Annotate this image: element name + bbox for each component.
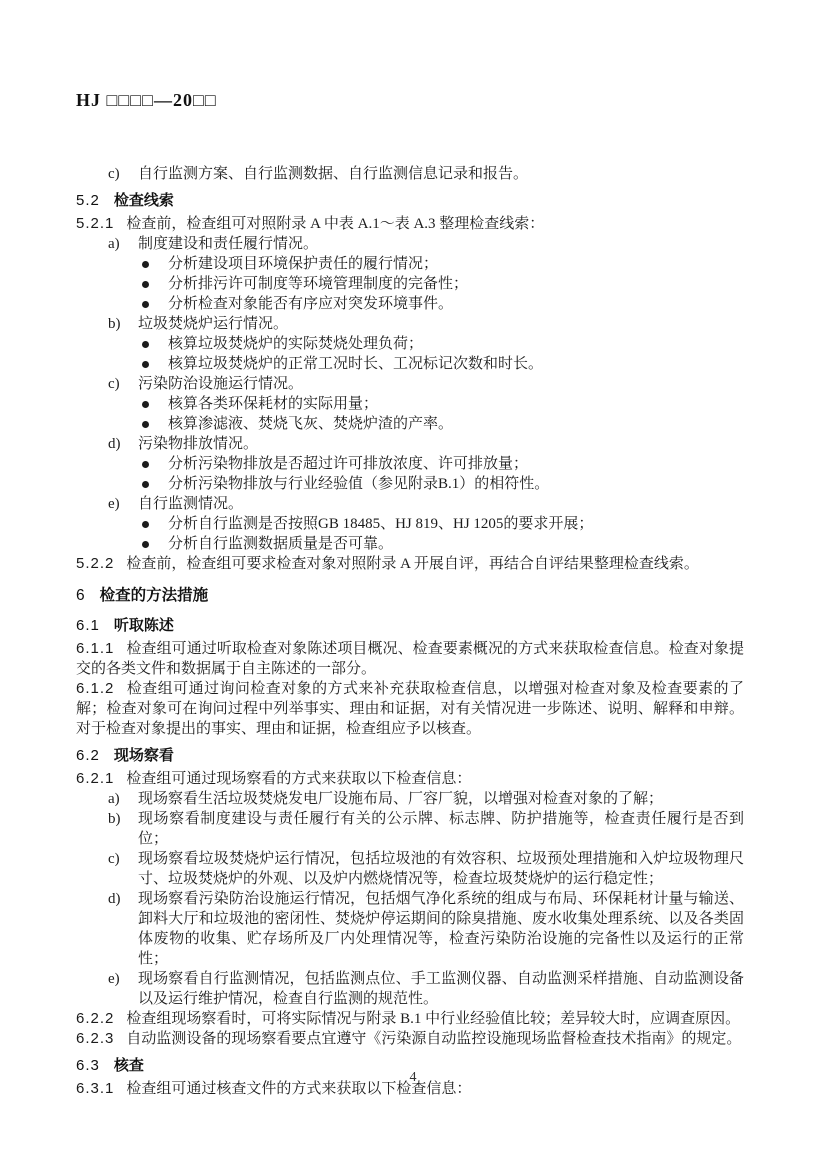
bullet-list-item (76, 274, 744, 294)
list-marker: e) (108, 496, 120, 512)
bullet-item-text: 核算垃圾焚烧炉的正常工况时长、工况标记次数和时长。 (168, 356, 544, 372)
bullet-icon (142, 421, 149, 428)
heading-title: 核查 (113, 1057, 144, 1074)
bullet-icon (142, 461, 149, 468)
bullet-list-item (76, 394, 744, 414)
section-heading-6.1 (76, 616, 744, 636)
bullet-item-text: 分析建设项目环境保护责任的履行情况； (168, 256, 439, 272)
clause-text: 检查组可通过核查文件的方式来获取以下检查信息： (126, 1081, 472, 1097)
clause-text: 自动监测设备的现场察看要点宜遵守《污染源自动监控设施现场监督检查技术指南》的规定。 (126, 1031, 742, 1047)
clause-number: 6.2.2 (76, 1010, 115, 1027)
bullet-item-text: 分析自行监测是否按照GB 18485、HJ 819、HJ 1205的要求开展； (168, 516, 594, 532)
list-item-text: 制度建设和责任履行情况。 (138, 236, 319, 252)
clause-number: 6.3.1 (76, 1080, 115, 1097)
letter-list-item (76, 234, 744, 254)
list-item-text: 垃圾焚烧炉运行情况。 (138, 316, 289, 332)
clause-6.1.1 (76, 639, 744, 679)
standard-number-header: HJ □□□□—20□□ (76, 90, 217, 110)
list-item-text: 自行监测情况。 (138, 496, 244, 512)
letter-list-item (76, 434, 744, 454)
heading-title: 听取陈述 (113, 617, 174, 634)
list-item-text: 污染防治设施运行情况。 (138, 376, 304, 392)
list-marker: d) (108, 436, 121, 452)
clause-text: 检查组可通过听取检查对象陈述项目概况、检查要素概况的方式来获取检查信息。检查对象提交的各类文件和数据属于自主陈述的一部分。 (76, 641, 744, 677)
bullet-item-text: 分析检查对象能否有序应对突发环境事件。 (168, 296, 454, 312)
list-marker: c) (108, 851, 120, 867)
heading-title: 检查的方法措施 (99, 587, 209, 604)
bullet-list-item (76, 534, 744, 554)
clause-text: 检查组现场察看时，可将实际情况与附录 B.1 中行业经验值比较；差异较大时，应调查原因。 (126, 1011, 741, 1027)
section-heading-6 (76, 586, 744, 606)
bullet-icon (142, 401, 149, 408)
clause-number: 6.1.2 (76, 680, 115, 697)
bullet-list-item (76, 474, 744, 494)
heading-title: 检查线索 (113, 192, 174, 209)
letter-list-item (76, 849, 744, 889)
list-item-text: 自行监测方案、自行监测数据、自行监测信息记录和报告。 (138, 166, 529, 182)
bullet-icon (142, 361, 149, 368)
clause-text: 检查前，检查组可对照附录 A 中表 A.1～表 A.3 整理检查线索： (126, 216, 545, 232)
clause-number: 6.2.1 (76, 770, 115, 787)
bullet-list-item (76, 414, 744, 434)
bullet-item-text: 分析污染物排放是否超过许可排放浓度、许可排放量； (168, 456, 529, 472)
clause-6.2.2 (76, 1009, 744, 1029)
bullet-icon (142, 541, 149, 548)
letter-list-item (76, 164, 744, 184)
letter-list-item (76, 809, 744, 849)
list-item-text: 现场察看污染防治设施运行情况，包括烟气净化系统的组成与布局、环保耗材计量与输送、卸料大厅和垃圾池的密闭性、焚烧炉停运期间的除臭措施、废水收集处理系统、以及各类固体废物的收集、贮存场所及厂内处理情况等，检查污染防治设施的完备性以及运行的正常性； (138, 891, 744, 967)
list-marker: a) (108, 236, 120, 252)
bullet-list-item (76, 254, 744, 274)
list-item-text: 现场察看生活垃圾焚烧发电厂设施布局、厂容厂貌，以增强对检查对象的了解； (138, 791, 664, 807)
bullet-item-text: 分析污染物排放与行业经验值（参见附录B.1）的相符性。 (168, 476, 550, 492)
clause-number: 5.2.1 (76, 215, 115, 232)
heading-title: 现场察看 (113, 747, 174, 764)
bullet-list-item (76, 454, 744, 474)
clause-text: 检查前，检查组可要求检查对象对照附录 A 开展自评，再结合自评结果整理检查线索。 (126, 556, 699, 572)
clause-5.2.1 (76, 214, 744, 234)
bullet-icon (142, 261, 149, 268)
bullet-list-item (76, 294, 744, 314)
bullet-list-item (76, 334, 744, 354)
bullet-icon (142, 301, 149, 308)
bullet-icon (142, 341, 149, 348)
bullet-list-item (76, 514, 744, 534)
list-marker: c) (108, 376, 120, 392)
letter-list-item (76, 789, 744, 809)
bullet-item-text: 分析自行监测数据质量是否可靠。 (168, 536, 394, 552)
heading-number: 6.3 (76, 1057, 100, 1074)
list-marker: a) (108, 791, 120, 807)
bullet-icon (142, 521, 149, 528)
section-heading-6.2 (76, 746, 744, 766)
clause-6.2.3 (76, 1029, 744, 1049)
bullet-list-item (76, 354, 744, 374)
letter-list-item (76, 494, 744, 514)
heading-number: 6.2 (76, 747, 100, 764)
list-item-text: 现场察看垃圾焚烧炉运行情况，包括垃圾池的有效容积、垃圾预处理措施和入炉垃圾物理尺寸、垃圾焚烧炉的外观、以及炉内燃烧情况等，检查垃圾焚烧炉的运行稳定性； (138, 851, 744, 887)
heading-number: 6.1 (76, 617, 100, 634)
list-marker: e) (108, 971, 120, 987)
clause-text: 检查组可通过现场察看的方式来获取以下检查信息： (126, 771, 472, 787)
bullet-icon (142, 281, 149, 288)
bullet-item-text: 核算垃圾焚烧炉的实际焚烧处理负荷； (168, 336, 424, 352)
bullet-item-text: 核算各类环保耗材的实际用量； (168, 396, 379, 412)
letter-list-item (76, 314, 744, 334)
letter-list-item (76, 889, 744, 969)
list-marker: c) (108, 166, 120, 182)
section-heading-5.2 (76, 191, 744, 211)
clause-6.2.1 (76, 769, 744, 789)
bullet-item-text: 核算渗滤液、焚烧飞灰、焚烧炉渣的产率。 (168, 416, 454, 432)
clause-number: 6.1.1 (76, 640, 115, 657)
page-number: 4 (409, 1070, 417, 1085)
document-content (76, 164, 744, 1099)
bullet-icon (142, 481, 149, 488)
bullet-item-text: 分析排污许可制度等环境管理制度的完备性； (168, 276, 469, 292)
clause-number: 5.2.2 (76, 555, 115, 572)
list-item-text: 现场察看制度建设与责任履行有关的公示牌、标志牌、防护措施等，检查责任履行是否到位； (138, 811, 744, 847)
list-marker: b) (108, 811, 121, 827)
list-item-text: 污染物排放情况。 (138, 436, 259, 452)
list-marker: b) (108, 316, 121, 332)
clause-5.2.2 (76, 554, 744, 574)
list-item-text: 现场察看自行监测情况，包括监测点位、手工监测仪器、自动监测采样措施、自动监测设备以及运行维护情况，检查自行监测的规范性。 (138, 971, 744, 1007)
heading-number: 5.2 (76, 192, 100, 209)
clause-number: 6.2.3 (76, 1030, 115, 1047)
clause-text: 检查组可通过询问检查对象的方式来补充获取检查信息，以增强对检查对象及检查要素的了解；检查对象可在询问过程中列举事实、理由和证据，对有关情况进一步陈述、说明、解释和申辩。对于检查对象提出的事实、理由和证据，检查组应予以核查。 (76, 681, 744, 737)
heading-number: 6 (76, 587, 86, 604)
clause-6.1.2 (76, 679, 744, 739)
letter-list-item (76, 374, 744, 394)
letter-list-item (76, 969, 744, 1009)
list-marker: d) (108, 891, 121, 907)
